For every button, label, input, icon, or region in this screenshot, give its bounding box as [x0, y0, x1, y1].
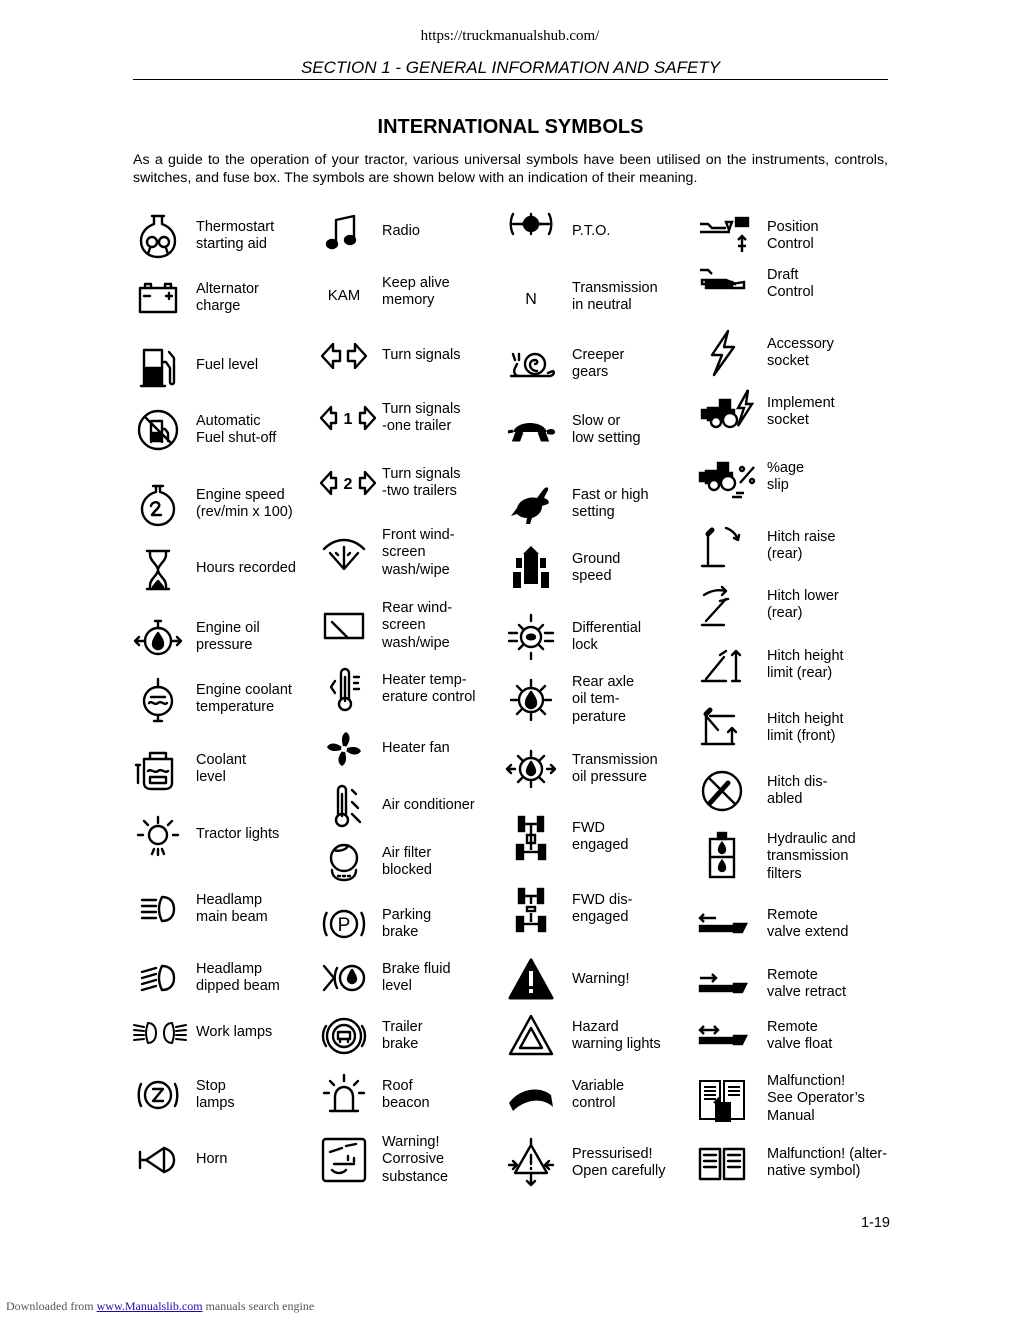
hitch-disabled-icon	[696, 765, 748, 817]
symbol-label: Brake fluid level	[382, 960, 451, 994]
thermostart-icon	[132, 210, 184, 262]
symbol-label: Draft Control	[767, 266, 814, 300]
symbol-label: Malfunction! See Operator’s Manual	[767, 1073, 865, 1124]
svg-text:2: 2	[343, 476, 353, 493]
symbol-label: Hitch height limit (front)	[767, 710, 844, 744]
symbol-label: Hitch raise (rear)	[767, 528, 836, 562]
accessory-socket-icon	[696, 327, 748, 379]
symbol-label: Engine speed (rev/min x 100)	[196, 486, 293, 520]
horn-icon	[132, 1134, 184, 1186]
symbol-label: Malfunction! (alter- native symbol)	[767, 1145, 888, 1179]
symbol-label: Implement socket	[767, 394, 835, 428]
symbol-label: Slow or low setting	[572, 412, 641, 446]
symbol-label: Rear wind- screen wash/wipe	[382, 600, 453, 651]
symbol-label: Thermostart starting aid	[196, 218, 275, 252]
heater-temp-icon	[318, 663, 370, 715]
symbol-label: P.T.O.	[572, 223, 611, 240]
symbol-label: Transmission oil pressure	[572, 751, 658, 785]
symbol-label: Engine oil pressure	[196, 619, 260, 653]
dipped-beam-icon	[132, 952, 184, 1004]
main-beam-icon	[132, 883, 184, 935]
symbol-label: Headlamp main beam	[196, 891, 268, 925]
engine-speed-icon	[132, 478, 184, 530]
symbol-label: Trailer brake	[382, 1018, 423, 1052]
symbol-label: Automatic Fuel shut-off	[196, 412, 277, 446]
page-url: https://truckmanualshub.com/	[420, 28, 600, 44]
pto-icon	[505, 206, 557, 258]
symbol-label: Warning!	[572, 971, 630, 988]
snail-icon	[505, 338, 557, 390]
hitch-limit-front-icon	[696, 702, 748, 754]
parking-brake-icon	[318, 898, 370, 950]
symbol-label: Heater fan	[382, 740, 450, 757]
radio-icon	[318, 206, 370, 258]
footer-link[interactable]: www.Manualslib.com	[96, 1299, 203, 1313]
hitch-lower-icon	[696, 579, 748, 631]
symbol-label: FWD engaged	[572, 819, 629, 853]
hare-icon	[505, 478, 557, 530]
symbol-label: Parking brake	[382, 906, 432, 940]
symbol-label: FWD dis- engaged	[572, 891, 633, 925]
symbol-label: Engine coolant temperature	[196, 681, 292, 715]
kam-icon	[318, 266, 370, 318]
malfunction-manual-icon	[696, 1073, 748, 1125]
svg-text:1: 1	[343, 411, 353, 428]
battery-icon	[132, 272, 184, 324]
symbol-label: Transmission in neutral	[572, 279, 658, 313]
corrosive-icon	[318, 1134, 370, 1186]
symbol-label: Hours recorded	[196, 560, 296, 577]
position-control-icon	[696, 210, 752, 262]
symbol-label: Keep alive memory	[382, 274, 450, 308]
symbol-label: Tractor lights	[196, 826, 280, 843]
coolant-temp-icon	[132, 673, 184, 725]
symbol-label: Work lamps	[196, 1024, 273, 1041]
heater-fan-icon	[318, 723, 370, 775]
symbol-label: Front wind- screen wash/wipe	[382, 527, 455, 578]
symbol-label: Horn	[196, 1151, 228, 1168]
section-heading: SECTION 1 - GENERAL INFORMATION AND SAFETY	[300, 58, 721, 77]
fuel-pump-icon	[132, 340, 184, 392]
symbol-label: Alternator charge	[196, 280, 259, 314]
symbol-label: Position Control	[767, 218, 819, 252]
trailer-brake-icon	[318, 1010, 370, 1062]
footer-prefix: Downloaded from	[6, 1299, 94, 1313]
rear-axle-oil-icon	[505, 674, 557, 726]
turn-signals-one-trailer-icon	[318, 392, 378, 444]
symbol-label: Hitch lower (rear)	[767, 587, 839, 621]
intro-paragraph: As a guide to the operation of your tractor, various universal symbols have been utilised on the instruments, controls, switches, and fuse box. The symbols are shown below with an indication of their meaning.	[133, 152, 888, 186]
symbol-label: Hazard warning lights	[572, 1018, 661, 1052]
symbol-label: Stop lamps	[196, 1077, 235, 1111]
symbol-label: Roof beacon	[382, 1077, 430, 1111]
warning-icon	[505, 954, 557, 1006]
page-number: 1-19	[860, 1215, 890, 1231]
hydraulic-filters-icon	[696, 831, 748, 883]
symbol-label: Turn signals	[382, 347, 461, 364]
symbol-label: Accessory socket	[767, 335, 834, 369]
fuel-shutoff-icon	[132, 404, 184, 456]
remote-float-icon	[696, 1010, 752, 1062]
symbol-label: Heater temp- erature control	[382, 671, 476, 705]
diff-lock-icon	[505, 611, 557, 663]
turn-signals-icon	[318, 330, 370, 382]
remote-extend-icon	[696, 898, 752, 950]
oil-pressure-icon	[132, 611, 184, 663]
ground-speed-icon	[505, 542, 557, 594]
tortoise-icon	[505, 404, 557, 456]
hitch-limit-rear-icon	[696, 639, 748, 691]
turn-signals-two-trailers-icon	[318, 457, 378, 509]
hitch-raise-icon	[696, 520, 748, 572]
symbol-label: Pressurised! Open carefully	[572, 1145, 666, 1179]
symbol-label: Creeper gears	[572, 346, 625, 380]
fwd-disengaged-icon	[505, 883, 557, 935]
symbol-label: %age slip	[767, 459, 805, 493]
symbol-label: Warning! Corrosive substance	[382, 1134, 449, 1185]
symbol-label: Hitch height limit (rear)	[767, 647, 844, 681]
roof-beacon-icon	[318, 1069, 370, 1121]
symbol-label: Fast or high setting	[572, 486, 649, 520]
symbol-label: Hydraulic and transmission filters	[767, 831, 856, 882]
coolant-level-icon	[132, 743, 184, 795]
transmission-oil-icon	[505, 743, 557, 795]
symbol-label: Radio	[382, 223, 420, 240]
remote-retract-icon	[696, 958, 752, 1010]
tractor-lights-icon	[132, 809, 184, 861]
variable-control-icon	[505, 1069, 557, 1121]
symbol-label: Hitch dis- abled	[767, 773, 828, 807]
slip-icon	[696, 451, 762, 503]
symbol-label: Ground speed	[572, 550, 621, 584]
page-title: INTERNATIONAL SYMBOLS	[377, 116, 644, 138]
symbol-label: Coolant level	[196, 751, 246, 785]
stop-lamps-icon	[132, 1069, 184, 1121]
draft-control-icon	[696, 258, 752, 310]
implement-socket-icon	[696, 386, 756, 438]
air-filter-icon	[318, 836, 370, 888]
hazard-icon	[505, 1010, 557, 1062]
work-lamps-icon	[132, 1007, 188, 1059]
symbol-label: Rear axle oil tem- perature	[572, 674, 635, 725]
symbol-label: Remote valve retract	[767, 966, 846, 1000]
symbol-label: Turn signals -one trailer	[382, 400, 461, 434]
air-conditioner-icon	[318, 780, 370, 832]
symbol-label: Headlamp dipped beam	[196, 960, 280, 994]
pressurised-icon	[505, 1137, 557, 1189]
fwd-engaged-icon	[505, 811, 557, 863]
brake-fluid-icon	[318, 952, 370, 1004]
neutral-icon-text: N	[525, 291, 537, 308]
kam-icon-text: KAM	[327, 287, 361, 304]
svg-text:P: P	[337, 915, 351, 936]
symbol-label: Remote valve float	[767, 1018, 833, 1052]
front-washwipe-icon	[318, 527, 370, 579]
hourglass-icon	[132, 543, 184, 595]
symbol-label: Differential lock	[572, 619, 642, 653]
symbol-label: Remote valve extend	[767, 906, 849, 940]
footer	[6, 1299, 314, 1314]
malfunction-book-icon	[696, 1137, 748, 1189]
rear-washwipe-icon	[318, 600, 370, 652]
symbol-label: Air conditioner	[382, 797, 475, 814]
symbol-label: Air filter blocked	[382, 844, 432, 878]
symbol-label: Turn signals -two trailers	[382, 465, 461, 499]
symbol-label: Variable control	[572, 1077, 625, 1111]
footer-suffix: manuals search engine	[205, 1299, 315, 1313]
neutral-icon	[505, 271, 557, 323]
symbol-label: Fuel level	[196, 357, 259, 374]
